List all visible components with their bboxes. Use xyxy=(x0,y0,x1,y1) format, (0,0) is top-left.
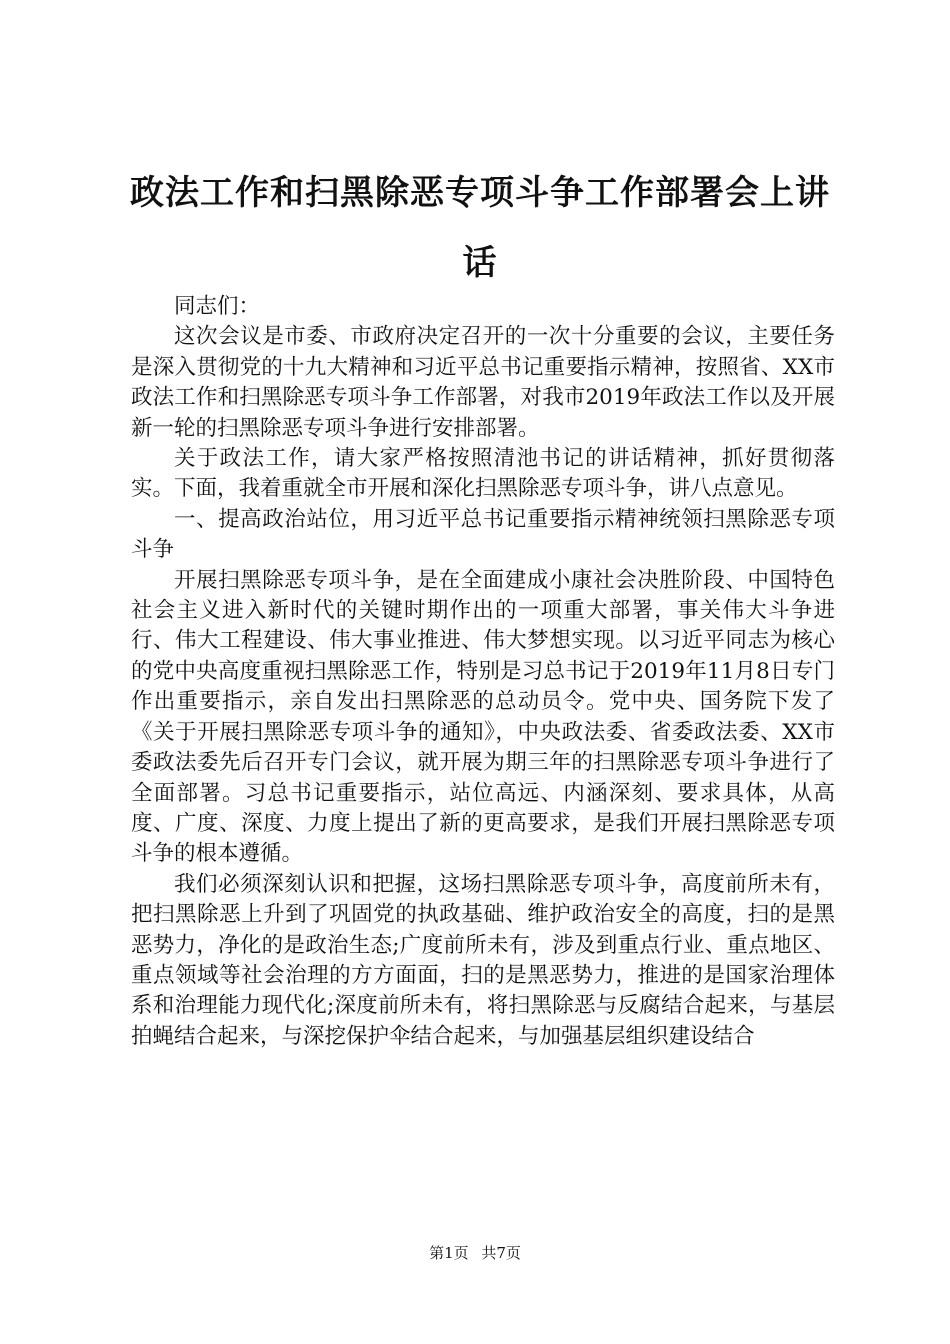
paragraph-3: 开展扫黑除恶专项斗争，是在全面建成小康社会决胜阶段、中国特色社会主义进入新时代的关键时期作出的一项重大部署，事关伟大斗争进行、伟大工程建设、伟大事业推进、伟大梦想实现。以习近平同志为核心的党中央高度重视扫黑除恶工作，特别是习总书记于2019年11月8日专门作出重要指示，亲自发出扫黑除恶的总动员令。党中央、国务院下发了《关于开展扫黑除恶专项斗争的通知》，中央政法委、省委政法委、XX市委政法委先后召开专门会议，就开展为期三年的扫黑除恶专项斗争进行了全面部署。习总书记重要指示，站位高远、内涵深刻、要求具体，从高度、广度、深度、力度上提出了新的更高要求，是我们开展扫黑除恶专项斗争的根本遵循。 xyxy=(131,567,835,867)
page-footer xyxy=(0,1243,950,1263)
page-number: 第1页 xyxy=(429,1244,469,1262)
salutation: 同志们： xyxy=(174,294,261,319)
paragraph-4: 我们必须深刻认识和把握，这场扫黑除恶专项斗争，高度前所未有，把扫黑除恶上升到了巩固党的执政基础、维护政治安全的高度，扫的是黑恶势力，净化的是政治生态;广度前所未有，涉及到重点行业、重点地区、重点领域等社会治理的方方面面，扫的是黑恶势力，推进的是国家治理体系和治理能力现代化;深度前所未有，将扫黑除恶与反腐结合起来，与基层拍蝇结合起来，与深挖保护伞结合起来，与加强基层组织建设结合 xyxy=(131,871,835,1049)
page-total: 共7页 xyxy=(481,1244,521,1262)
document-body xyxy=(131,292,835,1052)
paragraph-2: 关于政法工作，请大家严格按照清池书记的讲话精神，抓好贯彻落实。下面，我着重就全市开展和深化扫黑除恶专项斗争，讲八点意见。 xyxy=(131,446,835,502)
document-title: 政法工作和扫黑除恶专项斗争工作部署会上讲话 xyxy=(130,173,830,283)
paragraph-1: 这次会议是市委、市政府决定召开的一次十分重要的会议，主要任务是深入贯彻党的十九大精神和习近平总书记重要指示精神，按照省、XX市政法工作和扫黑除恶专项斗争工作部署，对我市2019年政法工作以及开展新一轮的扫黑除恶专项斗争进行安排部署。 xyxy=(131,324,835,441)
section-heading-1: 一、提高政治站位，用习近平总书记重要指示精神统领扫黑除恶专项斗争 xyxy=(131,506,835,563)
